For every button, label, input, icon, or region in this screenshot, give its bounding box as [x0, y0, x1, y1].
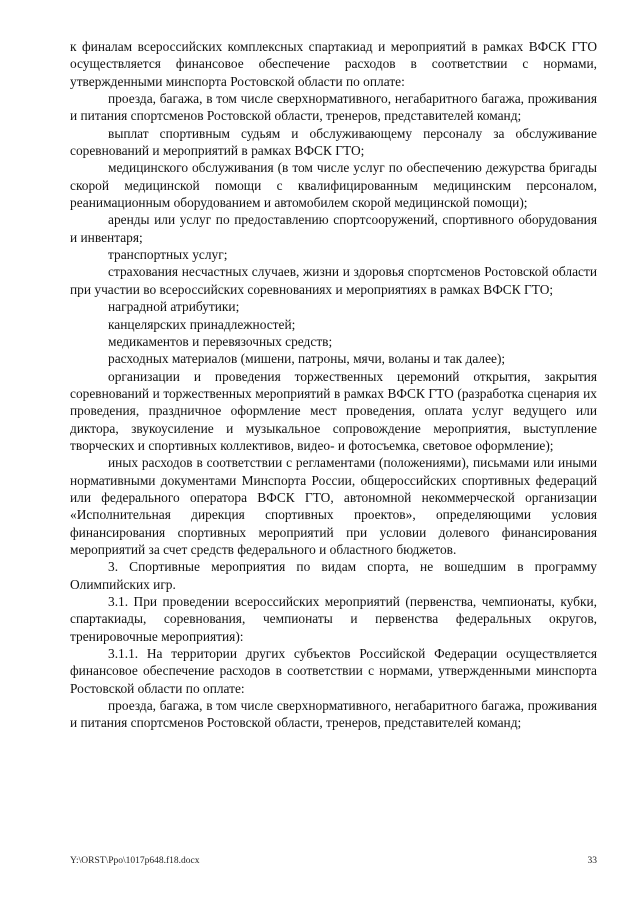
- document-body: [70, 38, 597, 732]
- subsection-3-1: 3.1. При проведении всероссийских мероприятий (первенства, чемпионаты, кубки, спартакиады, соревнования, чемпионаты и первенства федеральных округов, тренировочные мероприятия):: [70, 594, 597, 644]
- paragraph-7: страхования несчастных случаев, жизни и здоровья спортсменов Ростовской области при участии во всероссийских соревнованиях и мероприятиях в рамках ВФСК ГТО;: [70, 264, 597, 297]
- footer-file-path: Y:\ORST\Ppo\1017p648.f18.docx: [70, 856, 200, 866]
- paragraph-10: медикаментов и перевязочных средств;: [108, 333, 333, 349]
- page-number: 33: [587, 856, 597, 866]
- paragraph-12: организации и проведения торжественных церемоний открытия, закрытия соревнований и торжественных мероприятий в рамках ВФСК ГТО (разработка сценария их проведения, праздничное оформление мест проведения, оплата услуг ведущего или диктора, звукоусиление и музыкальное сопровождение мероприятия, выступление творческих и спортивных коллективов, видео- и фотосъемка, световое оформление);: [70, 368, 597, 453]
- paragraph-6: транспортных услуг;: [108, 247, 228, 263]
- paragraph-9: канцелярских принадлежностей;: [108, 316, 296, 332]
- paragraph-3: выплат спортивным судьям и обслуживающему персоналу за обслуживание соревнований и мероприятий в рамках ВФСК ГТО;: [70, 125, 597, 159]
- subsection-3-1-1: 3.1.1. На территории других субъектов Российской Федерации осуществляется финансовое обеспечение расходов в соответствии с нормами, утвержденными минспорта Ростовской области по оплате:: [70, 646, 597, 696]
- paragraph-1: к финалам всероссийских комплексных спартакиад и мероприятий в рамках ВФСК ГТО осуществляется финансовое обеспечение расходов в соответствии с нормами, утвержденными минспорта Ростовской области по оплате:: [70, 39, 597, 89]
- paragraph-8: наградной атрибутики;: [108, 299, 240, 315]
- paragraph-17: проезда, багажа, в том числе сверхнормативного, негабаритного багажа, проживания и питания спортсменов Ростовской области, тренеров, представителей команд;: [70, 698, 597, 731]
- paragraph-11: расходных материалов (мишени, патроны, мячи, воланы и так далее);: [108, 351, 506, 367]
- paragraph-4: медицинского обслуживания (в том числе услуг по обеспечению дежурства бригады скорой медицинской помощи с квалифицированным медицинским персоналом, реанимационным оборудованием и автомобилем скорой медицинской помощи);: [70, 160, 597, 211]
- paragraph-5: аренды или услуг по предоставлению спортсооружений, спортивного оборудования и инвентаря;: [70, 212, 597, 245]
- paragraph-13: иных расходов в соответствии с регламентами (положениями), письмами или иными нормативными документами Минспорта России, общероссийских спортивных федераций или федерального оператора ВФСК ГТО, автономной некоммерческой организации «Исполнительная дирекция спортивных проектов», определяющими условия финансирования спортивных мероприятий при условии долевого финансирования мероприятий за счет средств федерального и областного бюджетов.: [70, 455, 597, 557]
- paragraph-2: проезда, багажа, в том числе сверхнормативного, негабаритного багажа, проживания и питания спортсменов Ростовской области, тренеров, представителей команд;: [70, 91, 597, 124]
- section-heading-3: 3. Спортивные мероприятия по видам спорта, не вошедшим в программу Олимпийских игр.: [70, 559, 597, 592]
